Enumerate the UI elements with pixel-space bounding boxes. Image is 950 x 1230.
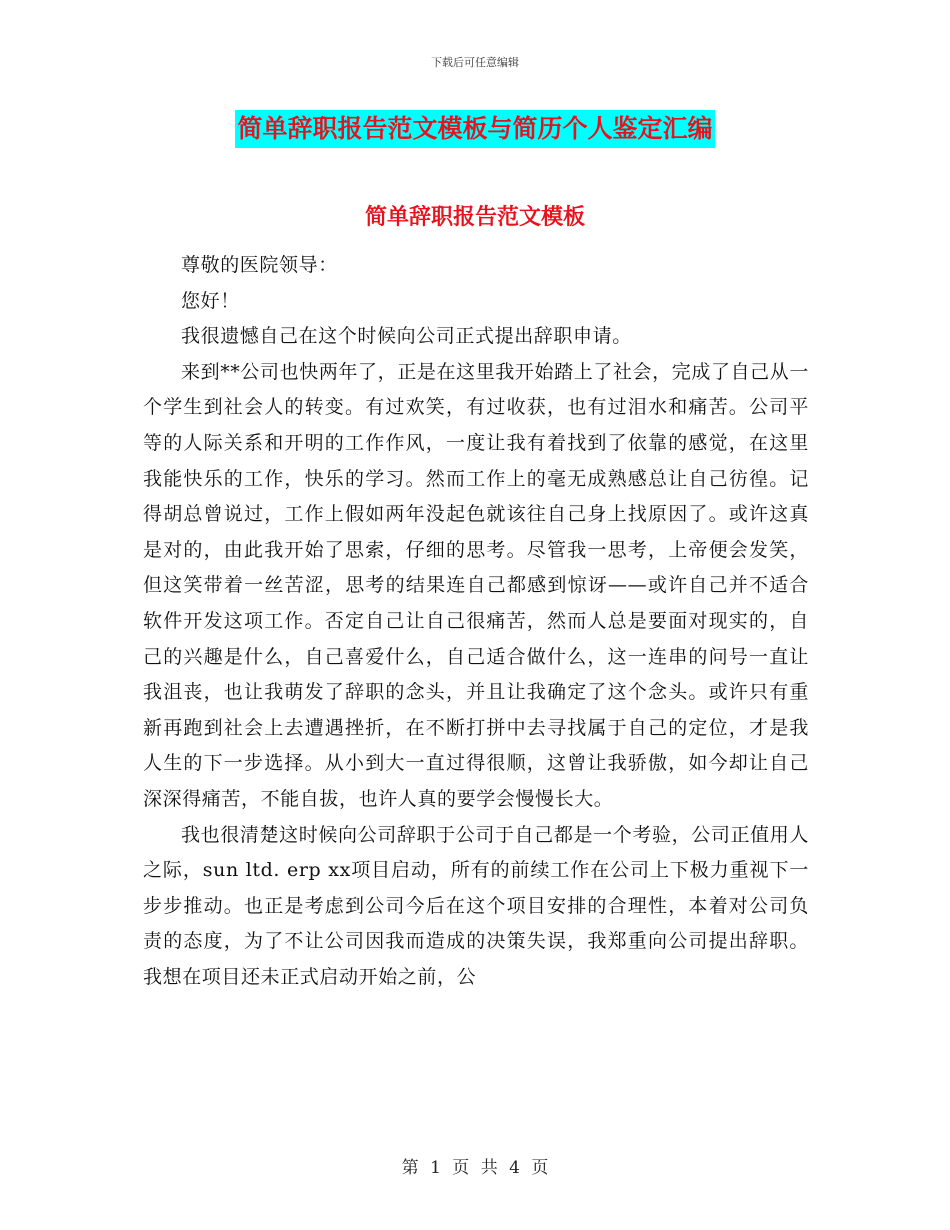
section-title: 简单辞职报告范文模板 [364, 205, 585, 230]
page-indicator: 第 1 页 共 4 页 [401, 1158, 549, 1178]
greeting: 您好！ [181, 289, 240, 312]
header-note: 下载后可任意编辑 [431, 56, 519, 69]
document-body [143, 248, 809, 995]
salutation: 尊敬的医院领导： [181, 254, 338, 276]
paragraph: 我也很清楚这时候向公司辞职于公司于自己都是一个考验，公司正值用人之际，sun ltd. erp xx项目启动，所有的前续工作在公司上下极力重视下一步步推动。也正是考虑到公司今后在这个项目安排的合理性，本着对公司负责的态度，为了不让公司因我而造成的决策失误，我郑重向公司提出辞职。我想在项目还未正式启动开始之前，公 [143, 823, 809, 988]
paragraph: 来到**公司也快两年了，正是在这里我开始踏上了社会，完成了自己从一个学生到社会人的转变。有过欢笑，有过收获，也有过泪水和痛苦。公司平等的人际关系和开明的工作作风，一度让我有着找到了依靠的感觉，在这里我能快乐的工作，快乐的学习。然而工作上的毫无成熟感总让自己彷徨。记得胡总曾说过，工作上假如两年没起色就该往自己身上找原因了。或许这真是对的，由此我开始了思索，仔细的思考。尽管我一思考，上帝便会发笑，但这笑带着一丝苦涩，思考的结果连自己都感到惊讶——或许自己并不适合软件开发这项工作。否定自己让自己很痛苦，然而人总是要面对现实的，自己的兴趣是什么，自己喜爱什么，自己适合做什么，这一连串的问号一直让我沮丧，也让我萌发了辞职的念头，并且让我确定了这个念头。或许只有重新再跑到社会上去遭遇挫折，在不断打拼中去寻找属于自己的定位，才是我人生的下一步选择。从小到大一直过得很顺，这曾让我骄傲，如今却让自己深深得痛苦，不能自拔，也许人真的要学会慢慢长大。 [143, 360, 809, 810]
paragraph: 我很遗憾自己在这个时候向公司正式提出辞职申请。 [181, 325, 632, 348]
main-title-text: 简单辞职报告范文模板与简历个人鉴定汇编 [235, 110, 714, 148]
document-main-title [0, 110, 950, 148]
